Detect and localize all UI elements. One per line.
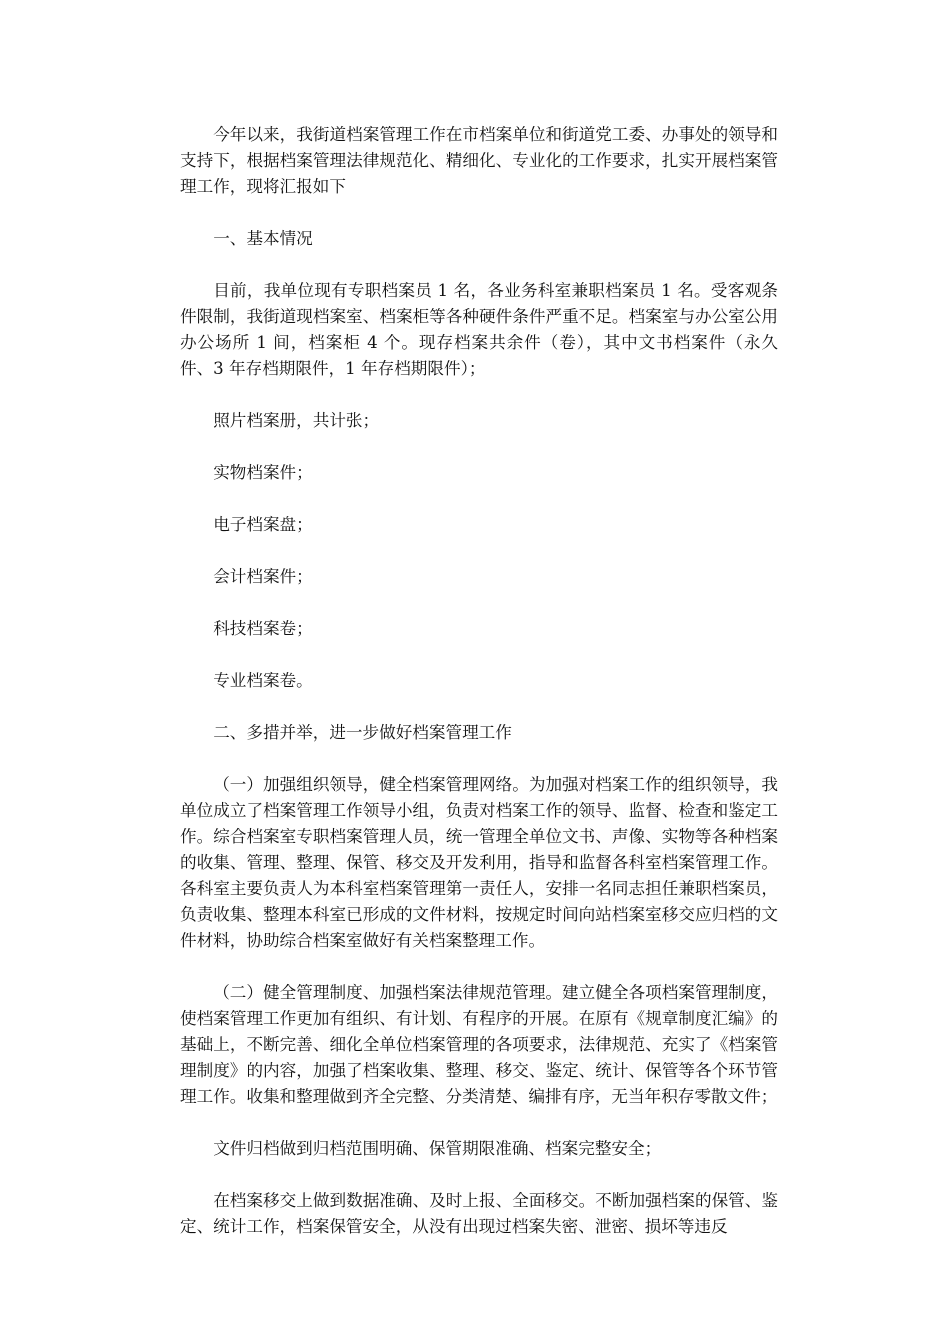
filing-paragraph: 文件归档做到归档范围明确、保管期限准确、档案完整安全； bbox=[213, 1139, 662, 1158]
intro-paragraph: 今年以来，我街道档案管理工作在市档案单位和街道党工委、办事处的领导和支持下，根据档案管理法律规范化、精细化、专业化的工作要求，扎实开展档案管理工作，现将汇报如下 bbox=[180, 125, 778, 196]
transfer-paragraph: 在档案移交上做到数据准确、及时上报、全面移交。不断加强档案的保管、鉴定、统计工作，档案保管安全，从没有出现过档案失密、泄密、损坏等违反 bbox=[180, 1191, 778, 1236]
section-heading-measures: 二、多措并举，进一步做好档案管理工作 bbox=[213, 723, 512, 742]
section-heading-basic-situation: 一、基本情况 bbox=[213, 229, 313, 248]
accounting-archive-item: 会计档案件； bbox=[213, 567, 313, 586]
technology-archive-item: 科技档案卷； bbox=[213, 619, 313, 638]
electronic-archive-item: 电子档案盘； bbox=[213, 515, 313, 534]
physical-archive-item: 实物档案件； bbox=[213, 463, 313, 482]
professional-archive-item: 专业档案卷。 bbox=[213, 671, 313, 690]
measure-one-paragraph: （一）加强组织领导，健全档案管理网络。为加强对档案工作的组织领导，我单位成立了档案管理工作领导小组，负责对档案工作的领导、监督、检查和鉴定工作。综合档案室专职档案管理人员，统一管理全单位文书、声像、实物等各种档案的收集、管理、整理、保管、移交及开发利用，指导和监督各科室档案管理工作。各科室主要负责人为本科室档案管理第一责任人，安排一名同志担任兼职档案员，负责收集、整理本科室已形成的文件材料，按规定时间向站档案室移交应归档的文件材料，协助综合档案室做好有关档案整理工作。 bbox=[180, 775, 778, 950]
basic-situation-paragraph: 目前，我单位现有专职档案员 1 名，各业务科室兼职档案员 1 名。受客观条件限制，我街道现档案室、档案柜等各种硬件条件严重不足。档案室与办公室公用办公场所 1 间，档案柜 4 个。现存档案共余件（卷），其中文书档案件（永久件、3 年存档期限件，1 年存档期限件）； bbox=[180, 281, 778, 378]
measure-two-paragraph: （二）健全管理制度、加强档案法律规范管理。建立健全各项档案管理制度，使档案管理工作更加有组织、有计划、有程序的开展。在原有《规章制度汇编》的基础上，不断完善、细化全单位档案管理的各项要求，法律规范、充实了《档案管理制度》的内容，加强了档案收集、整理、移交、鉴定、统计、保管等各个环节管理工作。收集和整理做到齐全完整、分类清楚、编排有序，无当年积存零散文件； bbox=[180, 983, 778, 1106]
photo-archive-item: 照片档案册，共计张； bbox=[213, 411, 380, 430]
document-body bbox=[180, 122, 778, 1266]
